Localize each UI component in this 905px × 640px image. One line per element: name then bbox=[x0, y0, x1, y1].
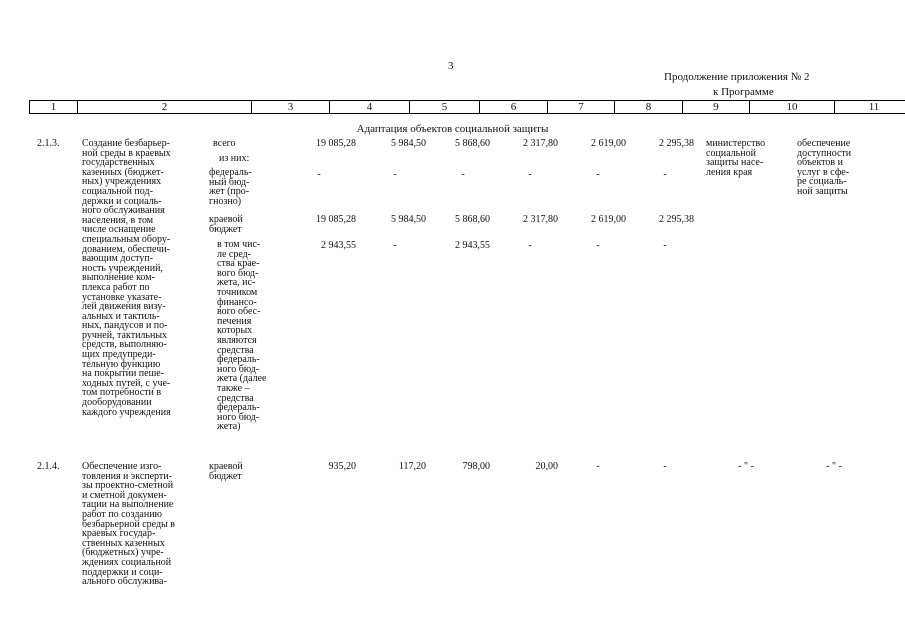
column-header: 9 bbox=[683, 101, 750, 114]
source-label: из них: bbox=[219, 153, 250, 164]
column-header: 2 bbox=[78, 101, 252, 114]
column-header: 6 bbox=[480, 101, 548, 114]
column-header: 10 bbox=[750, 101, 835, 114]
result-cell: обеспечение доступности объектов и услуг в сфе- ре социаль- ной защиты bbox=[797, 138, 852, 197]
column-header: 1 bbox=[30, 101, 78, 114]
row-code: 2.1.3. bbox=[37, 138, 60, 149]
executor-cell: - " - bbox=[738, 461, 754, 472]
value-cell: 5 868,60 bbox=[455, 138, 490, 149]
section-title: Адаптация объектов социальной защиты bbox=[356, 123, 549, 135]
value-cell: 2 295,38 bbox=[659, 138, 694, 149]
column-number-header bbox=[29, 100, 905, 114]
executor-cell: министерство социальной защиты насе- ления края bbox=[706, 138, 766, 178]
value-cell: 2 619,00 bbox=[591, 138, 626, 149]
source-label: в том чис- ле сред- ства крае- вого бюд- жета, ис- точником финансо- вого обес- печения которых являются средства федераль- ного бюд- жета (далее также – средства федераль- ного бюд- жета) bbox=[217, 239, 267, 433]
value-cell: - bbox=[596, 169, 600, 180]
column-header: 8 bbox=[615, 101, 683, 114]
value-cell: 2 619,00 bbox=[591, 214, 626, 225]
column-header: 11 bbox=[835, 101, 905, 114]
value-cell: - bbox=[461, 169, 465, 180]
value-cell: - bbox=[393, 240, 397, 251]
value-cell: 19 085,28 bbox=[316, 138, 356, 149]
value-cell: 117,20 bbox=[398, 461, 426, 472]
value-cell: - bbox=[317, 169, 321, 180]
result-cell: - " - bbox=[826, 461, 842, 472]
value-cell: - bbox=[663, 169, 667, 180]
value-cell: - bbox=[663, 240, 667, 251]
value-cell: 2 317,80 bbox=[523, 214, 558, 225]
appendix-heading: Продолжение приложения № 2 bbox=[664, 71, 810, 83]
value-cell: 2 943,55 bbox=[321, 240, 356, 251]
column-header: 7 bbox=[548, 101, 615, 114]
value-cell: - bbox=[596, 240, 600, 251]
value-cell: - bbox=[528, 169, 532, 180]
source-label: краевой бюджет bbox=[209, 461, 243, 482]
column-header: 5 bbox=[410, 101, 480, 114]
value-cell: 5 868,60 bbox=[455, 214, 490, 225]
row-code: 2.1.4. bbox=[37, 461, 60, 472]
value-cell: 798,00 bbox=[462, 461, 490, 472]
value-cell: 2 317,80 bbox=[523, 138, 558, 149]
value-cell: 20,00 bbox=[535, 461, 558, 472]
value-cell: 5 984,50 bbox=[391, 138, 426, 149]
page-number: 3 bbox=[448, 60, 454, 72]
value-cell: 5 984,50 bbox=[391, 214, 426, 225]
value-cell: - bbox=[596, 461, 600, 472]
row-name: Обеспечение изго- товления и эксперти- зы проектно-сметной и сметной докумен- тации на выполнение работ по созданию безбарьерной среды в краевых государ- ственных казенных (бюджетных) учре- ждениях социальной поддержки и соци- ального обслужива- bbox=[82, 461, 175, 588]
value-cell: - bbox=[393, 169, 397, 180]
value-cell: 935,20 bbox=[328, 461, 356, 472]
source-label: краевой бюджет bbox=[209, 214, 243, 235]
column-header: 3 bbox=[252, 101, 330, 114]
value-cell: 2 295,38 bbox=[659, 214, 694, 225]
value-cell: 2 943,55 bbox=[455, 240, 490, 251]
appendix-subheading: к Программе bbox=[713, 86, 774, 98]
source-label: всего bbox=[213, 138, 236, 149]
row-name: Создание безбарьер- ной среды в краевых государственных казенных (бюджет- ных) учреждениях социальной под- держки и социаль- ного обслуживания населения, в том числе оснащение специальным обору- дованием, обеспечи- вающим доступ- ность учреждений, выполнение ком- плекса работ по установке указате- лей движения визу- альных и тактиль- ных, пандусов и по- ручней, тактильных средств, выполняю- щих предупреди- тельную функцию на покрытии пеше- ходных путей, с уче- том потребности в дооборудовании каждого учреждения bbox=[82, 138, 171, 418]
value-cell: - bbox=[528, 240, 532, 251]
source-label: федераль- ный бюд- жет (про- гнозно) bbox=[209, 167, 252, 207]
value-cell: 19 085,28 bbox=[316, 214, 356, 225]
column-header: 4 bbox=[330, 101, 410, 114]
value-cell: - bbox=[663, 461, 667, 472]
